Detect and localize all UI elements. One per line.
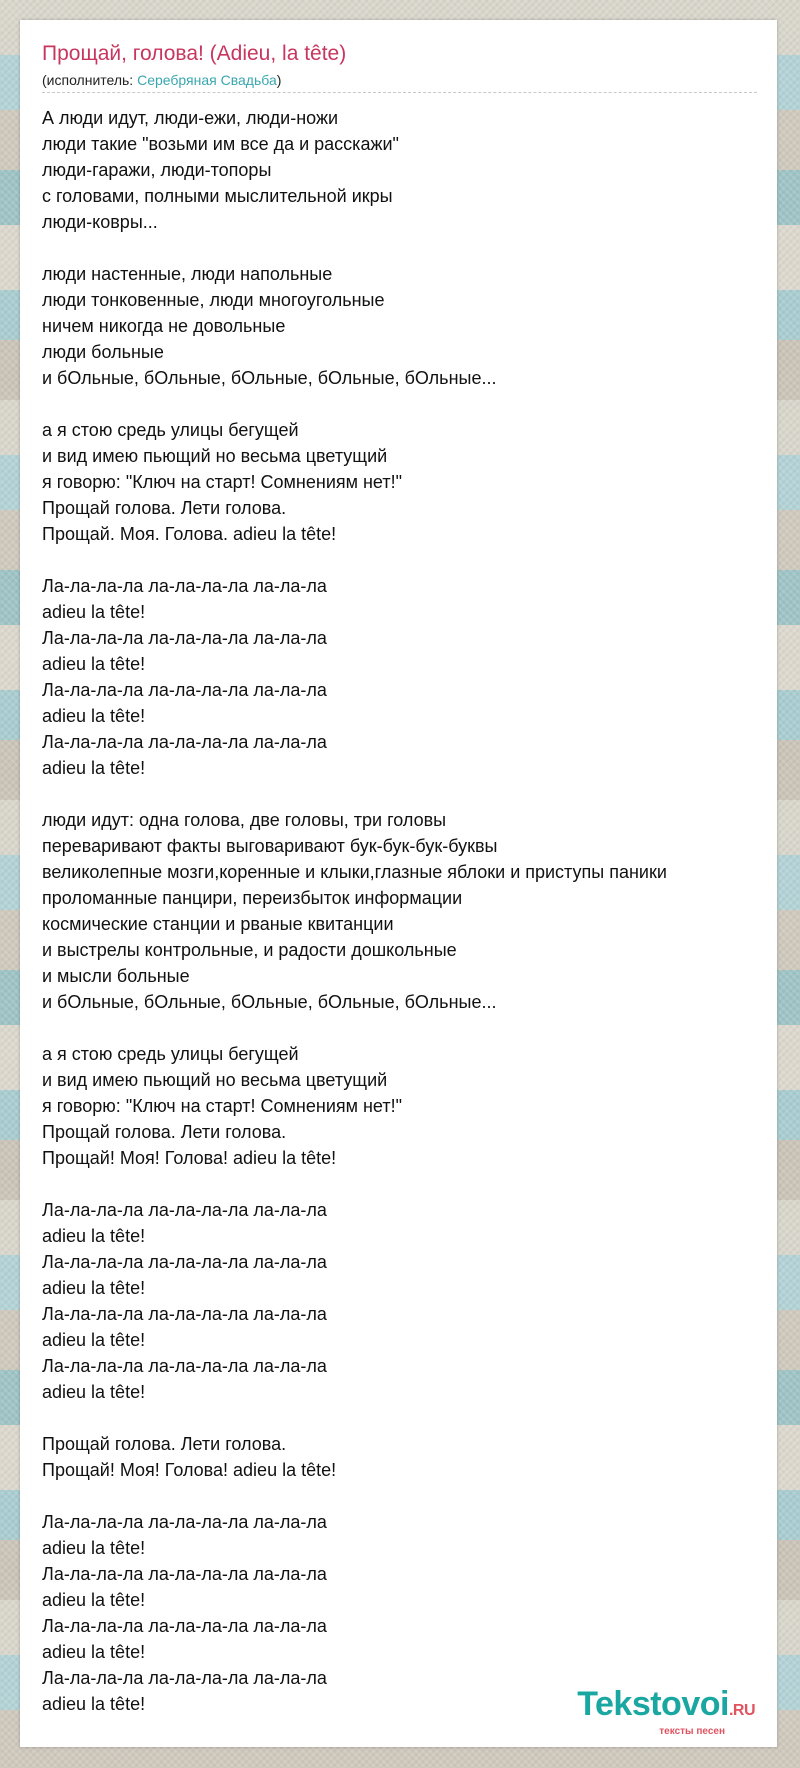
lyric-line: а я стою средь улицы бегущей — [42, 1044, 299, 1064]
logo-tld: .RU — [728, 1702, 755, 1719]
lyric-line: люди тонковенные, люди многоугольные — [42, 290, 385, 310]
artist-prefix: (исполнитель: — [42, 72, 138, 88]
lyric-line: я говорю: "Ключ на старт! Сомнениям нет!" — [42, 1096, 402, 1116]
lyric-line: Ла-ла-ла-ла ла-ла-ла-ла ла-ла-ла — [42, 628, 327, 648]
artist-suffix: ) — [276, 72, 282, 88]
lyric-line: космические станции и рваные квитанции — [42, 914, 394, 934]
lyric-line: люди идут: одна голова, две головы, три головы — [42, 810, 447, 830]
lyric-line: adieu la tête! — [42, 602, 146, 622]
lyric-line: Ла-ла-ла-ла ла-ла-ла-ла ла-ла-ла — [42, 1512, 327, 1532]
stanza-gap — [42, 1171, 772, 1197]
lyric-line: Прощай. Моя. Голова. adieu la tête! — [42, 524, 337, 544]
lyric-line: люди настенные, люди напольные — [42, 264, 333, 284]
lyric-line: adieu la tête! — [42, 1694, 146, 1714]
lyric-line: люди больные — [42, 342, 164, 362]
lyric-line: люди-гаражи, люди-топоры — [42, 160, 272, 180]
logo-text: Tekstovoi — [577, 1685, 729, 1723]
lyric-line: Прощай! Моя! Голова! adieu la tête! — [42, 1460, 337, 1480]
lyric-line: а я стою средь улицы бегущей — [42, 420, 299, 440]
stanza-gap — [42, 1405, 772, 1431]
lyric-line: Ла-ла-ла-ла ла-ла-ла-ла ла-ла-ла — [42, 1200, 327, 1220]
lyric-line: Ла-ла-ла-ла ла-ла-ла-ла ла-ла-ла — [42, 1564, 327, 1584]
lyric-line: великолепные мозги,коренные и клыки,глазные яблоки и приступы паники — [42, 862, 667, 882]
lyric-line: я говорю: "Ключ на старт! Сомнениям нет!" — [42, 472, 402, 492]
title-divider — [42, 92, 757, 93]
lyric-line: проломанные панцири, переизбыток информации — [42, 888, 463, 908]
lyric-line: и мысли больные — [42, 966, 190, 986]
lyric-line: и бОльные, бОльные, бОльные, бОльные, бОльные... — [42, 368, 497, 388]
lyric-line: Прощай голова. Лети голова. — [42, 1434, 287, 1454]
lyric-line: ничем никогда не довольные — [42, 316, 286, 336]
lyric-line: и вид имею пьющий но весьма цветущий — [42, 446, 388, 466]
lyric-line: Ла-ла-ла-ла ла-ла-ла-ла ла-ла-ла — [42, 1304, 327, 1324]
lyric-line: adieu la tête! — [42, 1642, 146, 1662]
lyric-line: adieu la tête! — [42, 758, 146, 778]
lyric-line: Ла-ла-ла-ла ла-ла-ла-ла ла-ла-ла — [42, 680, 327, 700]
lyric-line: adieu la tête! — [42, 1226, 146, 1246]
logo-wordmark — [577, 1687, 755, 1728]
site-logo[interactable] — [577, 1687, 755, 1737]
lyric-line: люди такие "возьми им все да и расскажи" — [42, 134, 399, 154]
stanza-gap — [42, 1483, 772, 1509]
lyric-line: adieu la tête! — [42, 1590, 146, 1610]
lyric-line: adieu la tête! — [42, 706, 146, 726]
stanza-gap — [42, 781, 772, 807]
lyric-line: Ла-ла-ла-ла ла-ла-ла-ла ла-ла-ла — [42, 576, 327, 596]
artist-link[interactable]: Серебряная Свадьба — [137, 72, 277, 88]
lyric-line: А люди идут, люди-ежи, люди-ножи — [42, 108, 339, 128]
lyric-line: Ла-ла-ла-ла ла-ла-ла-ла ла-ла-ла — [42, 732, 327, 752]
lyric-line: adieu la tête! — [42, 1278, 146, 1298]
lyric-line: и выстрелы контрольные, и радости дошкольные — [42, 940, 457, 960]
stanza-gap — [42, 1015, 772, 1041]
lyrics-card — [20, 20, 777, 1747]
lyric-line: и вид имею пьющий но весьма цветущий — [42, 1070, 388, 1090]
lyric-line: люди-ковры... — [42, 212, 158, 232]
lyric-line: Ла-ла-ла-ла ла-ла-ла-ла ла-ла-ла — [42, 1616, 327, 1636]
stanza-gap — [42, 547, 772, 573]
lyric-line: переваривают факты выговаривают бук-бук-бук-буквы — [42, 836, 498, 856]
lyric-line: Ла-ла-ла-ла ла-ла-ла-ла ла-ла-ла — [42, 1252, 327, 1272]
lyric-line: Ла-ла-ла-ла ла-ла-ла-ла ла-ла-ла — [42, 1668, 327, 1688]
logo-subtitle: тексты песен — [659, 1726, 725, 1737]
lyric-line: Прощай голова. Лети голова. — [42, 1122, 287, 1142]
lyric-line: adieu la tête! — [42, 1538, 146, 1558]
lyric-line: и бОльные, бОльные, бОльные, бОльные, бОльные... — [42, 992, 497, 1012]
artist-line — [42, 72, 281, 88]
lyric-line: Прощай! Моя! Голова! adieu la tête! — [42, 1148, 337, 1168]
song-title: Прощай, голова! (Adieu, la tête) — [42, 42, 347, 65]
lyrics-body — [42, 105, 772, 1717]
lyric-line: Прощай голова. Лети голова. — [42, 498, 287, 518]
lyric-line: Ла-ла-ла-ла ла-ла-ла-ла ла-ла-ла — [42, 1356, 327, 1376]
lyric-line: adieu la tête! — [42, 1382, 146, 1402]
stanza-gap — [42, 235, 772, 261]
stanza-gap — [42, 391, 772, 417]
lyric-line: с головами, полными мыслительной икры — [42, 186, 393, 206]
lyric-line: adieu la tête! — [42, 1330, 146, 1350]
lyric-line: adieu la tête! — [42, 654, 146, 674]
